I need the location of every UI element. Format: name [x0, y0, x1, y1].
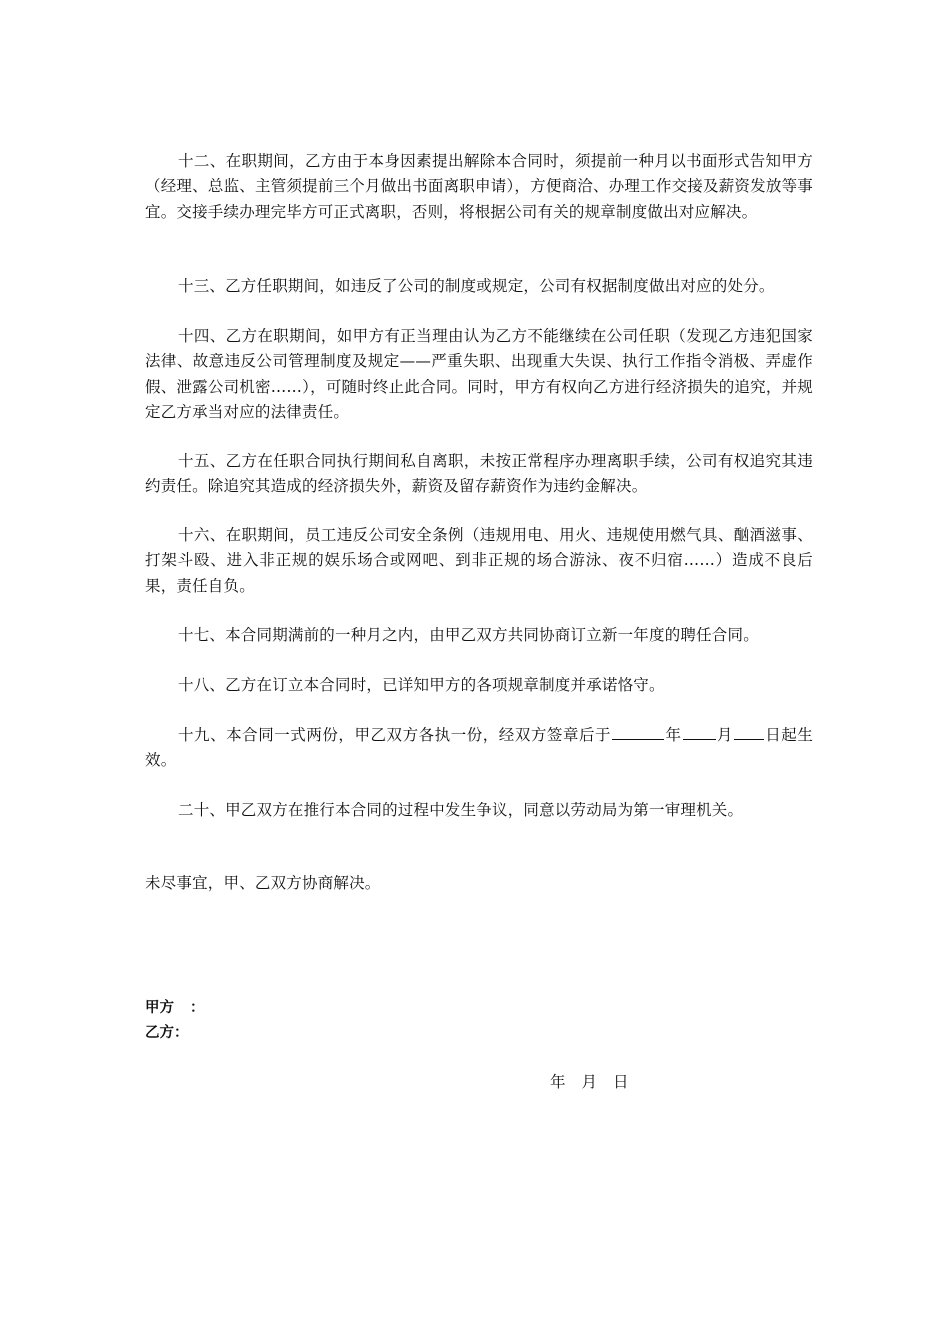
month-blank — [683, 722, 716, 740]
clause-13: 十三、乙方任职期间，如违反了公司的制度或规定，公司有权据制度做出对应的处分。 — [178, 277, 775, 295]
year-blank — [612, 722, 664, 740]
clause-20: 二十、甲乙双方在推行本合同的过程中发生争议，同意以劳动局为第一审理机关。 — [178, 801, 744, 819]
clause-15: 十五、乙方在任职合同执行期间私自离职，未按正常程序办理离职手续，公司有权追究其违约责任。除追究其造成的经济损失外，薪资及留存薪资作为违约金解决。 — [145, 452, 813, 496]
date-month: 月 — [581, 1073, 598, 1091]
date-year: 年 — [550, 1073, 566, 1091]
closing-statement: 未尽事宜，甲、乙双方协商解决。 — [145, 874, 381, 892]
clause-18: 十八、乙方在订立本合同时，已详知甲方的各项规章制度并承诺恪守。 — [178, 676, 665, 694]
clause-17: 十七、本合同期满前的一种月之内，由甲乙双方共同协商订立新一年度的聘任合同。 — [178, 626, 759, 644]
clause-19-prefix: 十九、本合同一式两份，甲乙双方各执一份，经双方签章后于 — [178, 726, 612, 744]
clause-19-day: 日 — [764, 726, 782, 744]
clause-19 — [145, 722, 813, 774]
date-day: 日 — [613, 1073, 629, 1091]
clause-14: 十四、乙方在职期间，如甲方有正当理由认为乙方不能继续在公司任职（发现乙方违犯国家法律、故意违反公司管理制度及规定——严重失职、出现重大失误、执行工作指令消极、弄虚作假、泄露公司机密……），可随时终止此合同。同时，甲方有权向乙方进行经济损失的追究，并规定乙方承当对应的法律责任。 — [145, 327, 813, 422]
party-a-label: 甲方 — [145, 1000, 174, 1016]
day-blank — [734, 722, 764, 740]
clause-16: 十六、在职期间，员工违反公司安全条例（违规用电、用火、违规使用燃气具、酗酒滋事、打架斗殴、进入非正规的娱乐场合或网吧、到非正规的场合游泳、夜不归宿……）造成不良后果，责任自负。 — [145, 526, 813, 595]
party-a-colon: ： — [190, 1000, 205, 1016]
clause-19-year: 年 — [665, 726, 682, 744]
clause-12: 十二、在职期间，乙方由于本身因素提出解除本合同时，须提前一种月以书面形式告知甲方（经理、总监、主管须提前三个月做出书面离职申请），方便商洽、办理工作交接及薪资发放等事宜。交接手续办理完毕方可正式离职，否则，将根据公司有关的规章制度做出对应解决。 — [145, 152, 813, 221]
party-a-signature — [145, 998, 205, 1018]
signature-date — [550, 1071, 629, 1093]
party-b-signature: 乙方： — [145, 1025, 189, 1041]
clause-19-month: 月 — [716, 726, 733, 744]
clause-19-suffix: 起生效。 — [145, 726, 814, 770]
